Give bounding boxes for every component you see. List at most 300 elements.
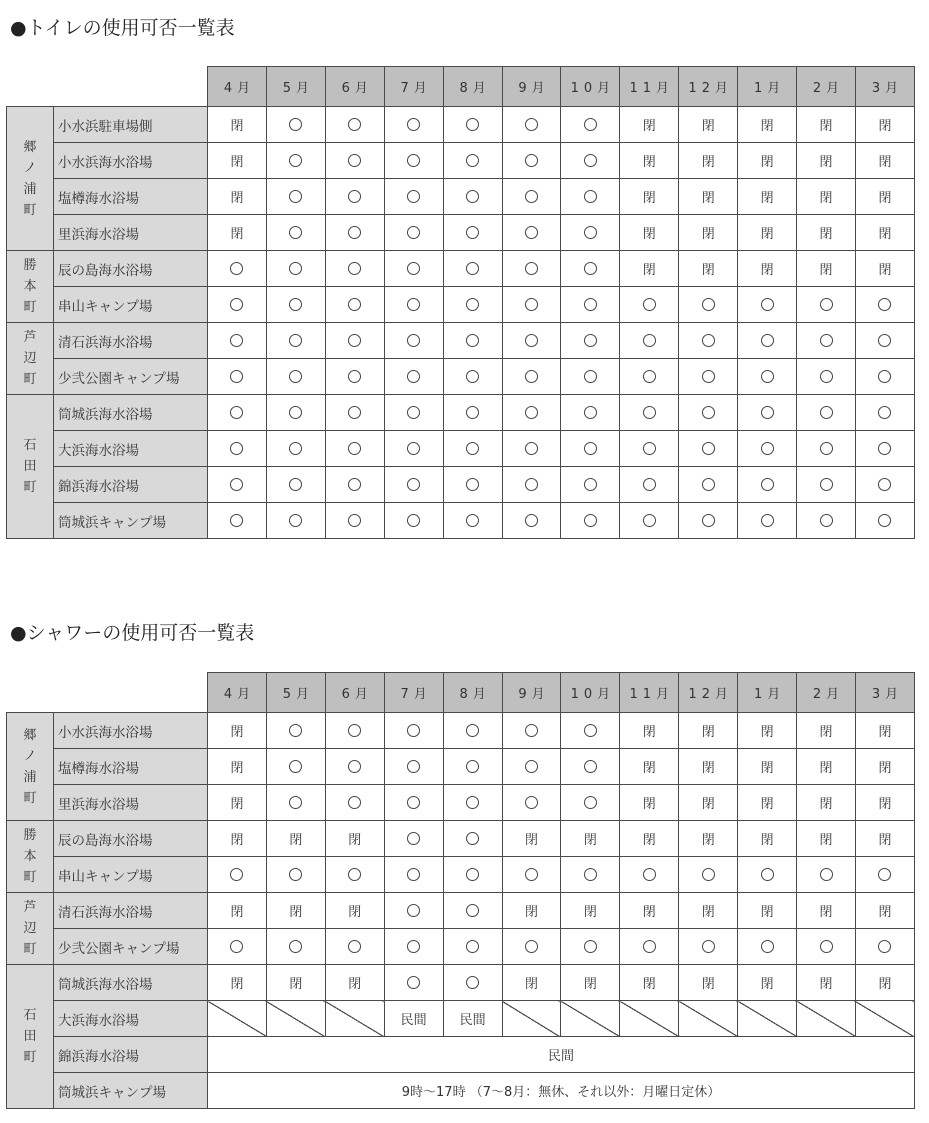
status-open-cell xyxy=(325,431,384,467)
status-closed-cell: 閉 xyxy=(797,821,856,857)
status-closed-cell: 閉 xyxy=(738,785,797,821)
region-char: 田 xyxy=(23,1029,37,1044)
status-closed-cell: 閉 xyxy=(561,821,620,857)
status-open-cell xyxy=(620,431,679,467)
status-open-cell xyxy=(266,467,325,503)
open-circle-icon xyxy=(584,262,597,275)
status-open-cell xyxy=(443,965,502,1001)
open-circle-icon xyxy=(407,832,420,845)
month-header-row xyxy=(7,673,915,713)
month-header: 11月 xyxy=(620,673,679,713)
status-open-cell xyxy=(502,215,561,251)
open-circle-icon xyxy=(761,868,774,881)
status-closed-cell: 閉 xyxy=(679,821,738,857)
place-name: 筒城浜海水浴場 xyxy=(54,965,208,1001)
open-circle-icon xyxy=(407,940,420,953)
status-open-cell xyxy=(502,431,561,467)
status-open-cell xyxy=(443,893,502,929)
status-open-cell xyxy=(266,287,325,323)
status-closed-cell: 閉 xyxy=(502,965,561,1001)
status-open-cell xyxy=(502,143,561,179)
open-circle-icon xyxy=(878,406,891,419)
toilet-availability-table xyxy=(6,66,915,539)
region-char: 石 xyxy=(23,1008,37,1023)
status-open-cell xyxy=(266,179,325,215)
open-circle-icon xyxy=(466,724,479,737)
status-open-cell xyxy=(679,359,738,395)
place-name: 塩樽海水浴場 xyxy=(54,179,208,215)
table-row xyxy=(7,965,915,1001)
open-circle-icon xyxy=(584,796,597,809)
open-circle-icon xyxy=(525,118,538,131)
status-open-cell xyxy=(325,107,384,143)
open-circle-icon xyxy=(407,904,420,917)
status-closed-cell: 閉 xyxy=(620,893,679,929)
status-open-cell xyxy=(325,467,384,503)
open-circle-icon xyxy=(761,406,774,419)
status-open-cell xyxy=(679,323,738,359)
status-open-cell xyxy=(502,395,561,431)
status-closed-cell: 閉 xyxy=(855,749,914,785)
open-circle-icon xyxy=(820,514,833,527)
open-circle-icon xyxy=(289,190,302,203)
region-char: 芦 xyxy=(23,900,37,915)
status-open-cell xyxy=(384,785,443,821)
region-cell xyxy=(7,713,54,821)
place-name: 里浜海水浴場 xyxy=(54,785,208,821)
month-header: 11月 xyxy=(620,67,679,107)
region-char: 勝 xyxy=(23,828,37,843)
not-applicable-cell xyxy=(325,1001,384,1037)
open-circle-icon xyxy=(702,442,715,455)
open-circle-icon xyxy=(643,514,656,527)
place-name: 大浜海水浴場 xyxy=(54,1001,208,1037)
status-open-cell xyxy=(561,107,620,143)
open-circle-icon xyxy=(525,478,538,491)
region-char: 町 xyxy=(23,480,37,495)
status-open-cell xyxy=(679,467,738,503)
table-row xyxy=(7,821,915,857)
open-circle-icon xyxy=(348,370,361,383)
status-open-cell xyxy=(384,323,443,359)
status-closed-cell: 閉 xyxy=(266,821,325,857)
open-circle-icon xyxy=(761,442,774,455)
status-closed-cell: 閉 xyxy=(561,893,620,929)
open-circle-icon xyxy=(348,796,361,809)
status-open-cell xyxy=(738,359,797,395)
status-closed-cell: 閉 xyxy=(679,965,738,1001)
status-closed-cell: 閉 xyxy=(208,713,267,749)
table-row xyxy=(7,467,915,503)
table-row xyxy=(7,1037,915,1073)
header-blank xyxy=(7,673,54,713)
status-closed-cell: 閉 xyxy=(208,821,267,857)
status-open-cell xyxy=(443,179,502,215)
open-circle-icon xyxy=(289,478,302,491)
open-circle-icon xyxy=(466,976,479,989)
status-open-cell xyxy=(443,359,502,395)
region-char: 町 xyxy=(23,870,37,885)
place-name: 少弐公園キャンプ場 xyxy=(54,929,208,965)
open-circle-icon xyxy=(525,724,538,737)
status-open-cell xyxy=(443,431,502,467)
status-open-cell xyxy=(679,287,738,323)
status-closed-cell: 閉 xyxy=(855,965,914,1001)
table-row xyxy=(7,785,915,821)
region-char: ノ xyxy=(23,160,37,176)
status-closed-cell: 閉 xyxy=(738,713,797,749)
status-open-cell xyxy=(620,287,679,323)
open-circle-icon xyxy=(466,190,479,203)
open-circle-icon xyxy=(761,478,774,491)
status-closed-cell: 閉 xyxy=(679,251,738,287)
place-name: 筒城浜海水浴場 xyxy=(54,395,208,431)
status-open-cell xyxy=(384,359,443,395)
place-name: 少弐公園キャンプ場 xyxy=(54,359,208,395)
status-open-cell xyxy=(266,431,325,467)
open-circle-icon xyxy=(230,442,243,455)
status-open-cell xyxy=(266,785,325,821)
open-circle-icon xyxy=(525,190,538,203)
open-circle-icon xyxy=(407,190,420,203)
place-name: 大浜海水浴場 xyxy=(54,431,208,467)
status-closed-cell: 閉 xyxy=(679,749,738,785)
status-closed-cell: 閉 xyxy=(738,893,797,929)
place-name: 小水浜駐車場側 xyxy=(54,107,208,143)
status-open-cell xyxy=(738,857,797,893)
status-open-cell xyxy=(620,929,679,965)
status-closed-cell: 閉 xyxy=(797,251,856,287)
status-closed-cell: 閉 xyxy=(620,785,679,821)
open-circle-icon xyxy=(407,334,420,347)
open-circle-icon xyxy=(584,760,597,773)
status-closed-cell: 閉 xyxy=(738,107,797,143)
open-circle-icon xyxy=(407,796,420,809)
table-row xyxy=(7,929,915,965)
open-circle-icon xyxy=(820,940,833,953)
status-open-cell xyxy=(855,503,914,539)
status-open-cell xyxy=(443,251,502,287)
month-header: 1月 xyxy=(738,673,797,713)
status-open-cell xyxy=(855,431,914,467)
status-closed-cell: 閉 xyxy=(561,965,620,1001)
status-open-cell xyxy=(266,251,325,287)
open-circle-icon xyxy=(525,514,538,527)
status-open-cell xyxy=(502,287,561,323)
status-open-cell xyxy=(561,179,620,215)
not-applicable-cell xyxy=(266,1001,325,1037)
status-open-cell xyxy=(443,143,502,179)
status-open-cell xyxy=(738,287,797,323)
status-open-cell xyxy=(266,323,325,359)
status-closed-cell: 閉 xyxy=(855,107,914,143)
open-circle-icon xyxy=(466,442,479,455)
open-circle-icon xyxy=(584,406,597,419)
place-name: 小水浜海水浴場 xyxy=(54,143,208,179)
status-open-cell xyxy=(797,287,856,323)
open-circle-icon xyxy=(525,760,538,773)
status-closed-cell: 閉 xyxy=(797,785,856,821)
open-circle-icon xyxy=(466,370,479,383)
status-closed-cell: 閉 xyxy=(208,179,267,215)
open-circle-icon xyxy=(289,154,302,167)
status-open-cell xyxy=(502,179,561,215)
status-closed-cell: 閉 xyxy=(325,893,384,929)
status-open-cell xyxy=(797,929,856,965)
open-circle-icon xyxy=(878,478,891,491)
open-circle-icon xyxy=(702,868,715,881)
status-closed-cell: 閉 xyxy=(855,821,914,857)
status-closed-cell: 閉 xyxy=(679,107,738,143)
status-closed-cell: 閉 xyxy=(855,179,914,215)
table-row xyxy=(7,359,915,395)
open-circle-icon xyxy=(348,478,361,491)
status-closed-cell: 閉 xyxy=(855,713,914,749)
place-name: 串山キャンプ場 xyxy=(54,857,208,893)
open-circle-icon xyxy=(466,796,479,809)
region-char: 辺 xyxy=(23,351,37,366)
open-circle-icon xyxy=(820,478,833,491)
status-private-cell: 民間 xyxy=(443,1001,502,1037)
open-circle-icon xyxy=(878,370,891,383)
open-circle-icon xyxy=(348,442,361,455)
status-open-cell xyxy=(502,929,561,965)
status-open-cell xyxy=(443,503,502,539)
open-circle-icon xyxy=(525,406,538,419)
status-open-cell xyxy=(443,929,502,965)
place-name: 筒城浜キャンプ場 xyxy=(54,1073,208,1109)
region-char: 町 xyxy=(23,942,37,957)
status-open-cell xyxy=(208,251,267,287)
status-open-cell xyxy=(443,215,502,251)
status-open-cell xyxy=(502,251,561,287)
region-char: 町 xyxy=(23,790,37,806)
status-open-cell xyxy=(502,857,561,893)
status-open-cell xyxy=(325,857,384,893)
table-row xyxy=(7,857,915,893)
open-circle-icon xyxy=(407,724,420,737)
status-closed-cell: 閉 xyxy=(620,251,679,287)
open-circle-icon xyxy=(407,118,420,131)
region-char: 郷 xyxy=(23,727,37,743)
table-row xyxy=(7,713,915,749)
open-circle-icon xyxy=(289,514,302,527)
region-cell xyxy=(7,965,54,1109)
open-circle-icon xyxy=(584,724,597,737)
status-closed-cell: 閉 xyxy=(266,965,325,1001)
month-header: 7月 xyxy=(384,67,443,107)
open-circle-icon xyxy=(466,868,479,881)
status-open-cell xyxy=(502,359,561,395)
status-open-cell xyxy=(679,503,738,539)
region-cell xyxy=(7,251,54,323)
month-header: 10月 xyxy=(561,673,620,713)
status-closed-cell: 閉 xyxy=(797,143,856,179)
status-closed-cell: 閉 xyxy=(502,893,561,929)
table-row xyxy=(7,503,915,539)
status-open-cell xyxy=(384,107,443,143)
status-open-cell xyxy=(384,467,443,503)
open-circle-icon xyxy=(348,724,361,737)
not-applicable-cell xyxy=(679,1001,738,1037)
month-header: 2月 xyxy=(797,67,856,107)
open-circle-icon xyxy=(230,298,243,311)
open-circle-icon xyxy=(466,478,479,491)
status-closed-cell: 閉 xyxy=(679,143,738,179)
open-circle-icon xyxy=(702,406,715,419)
open-circle-icon xyxy=(643,940,656,953)
open-circle-icon xyxy=(407,298,420,311)
open-circle-icon xyxy=(230,478,243,491)
open-circle-icon xyxy=(348,226,361,239)
status-open-cell xyxy=(797,467,856,503)
status-closed-cell: 閉 xyxy=(855,251,914,287)
month-header: 12月 xyxy=(679,67,738,107)
status-closed-cell: 閉 xyxy=(679,713,738,749)
status-open-cell xyxy=(855,359,914,395)
open-circle-icon xyxy=(348,868,361,881)
place-name: 錦浜海水浴場 xyxy=(54,467,208,503)
open-circle-icon xyxy=(289,226,302,239)
open-circle-icon xyxy=(289,868,302,881)
status-closed-cell: 閉 xyxy=(620,749,679,785)
open-circle-icon xyxy=(289,760,302,773)
shower-availability-table xyxy=(6,672,915,1109)
status-closed-cell: 閉 xyxy=(679,179,738,215)
status-open-cell xyxy=(384,713,443,749)
region-char: 本 xyxy=(23,849,37,864)
open-circle-icon xyxy=(525,262,538,275)
status-open-cell xyxy=(266,143,325,179)
open-circle-icon xyxy=(348,118,361,131)
open-circle-icon xyxy=(878,514,891,527)
merged-note-cell: 民間 xyxy=(208,1037,915,1073)
region-char: 芦 xyxy=(23,330,37,345)
status-open-cell xyxy=(738,323,797,359)
status-open-cell xyxy=(384,215,443,251)
place-name: 清石浜海水浴場 xyxy=(54,893,208,929)
open-circle-icon xyxy=(702,478,715,491)
region-char: 浦 xyxy=(23,769,37,785)
status-open-cell xyxy=(266,215,325,251)
open-circle-icon xyxy=(407,226,420,239)
open-circle-icon xyxy=(407,154,420,167)
status-open-cell xyxy=(855,857,914,893)
status-open-cell xyxy=(561,251,620,287)
open-circle-icon xyxy=(643,406,656,419)
open-circle-icon xyxy=(466,298,479,311)
status-open-cell xyxy=(443,785,502,821)
place-name: 辰の島海水浴場 xyxy=(54,251,208,287)
status-closed-cell: 閉 xyxy=(208,965,267,1001)
table-row xyxy=(7,215,915,251)
header-blank xyxy=(7,67,54,107)
status-open-cell xyxy=(325,713,384,749)
status-closed-cell: 閉 xyxy=(797,749,856,785)
place-name: 串山キャンプ場 xyxy=(54,287,208,323)
month-header: 9月 xyxy=(502,673,561,713)
open-circle-icon xyxy=(643,334,656,347)
table-row xyxy=(7,1073,915,1109)
open-circle-icon xyxy=(643,478,656,491)
status-open-cell xyxy=(738,467,797,503)
status-open-cell xyxy=(443,821,502,857)
open-circle-icon xyxy=(407,370,420,383)
not-applicable-cell xyxy=(502,1001,561,1037)
month-header: 7月 xyxy=(384,673,443,713)
status-open-cell xyxy=(208,929,267,965)
status-open-cell xyxy=(502,749,561,785)
month-header: 10月 xyxy=(561,67,620,107)
region-cell xyxy=(7,821,54,893)
region-char: 浦 xyxy=(23,181,37,197)
region-cell xyxy=(7,893,54,965)
status-closed-cell: 閉 xyxy=(502,821,561,857)
open-circle-icon xyxy=(643,370,656,383)
open-circle-icon xyxy=(525,370,538,383)
table-row xyxy=(7,251,915,287)
status-open-cell xyxy=(797,395,856,431)
status-open-cell xyxy=(384,821,443,857)
open-circle-icon xyxy=(584,298,597,311)
open-circle-icon xyxy=(584,940,597,953)
table-row xyxy=(7,179,915,215)
open-circle-icon xyxy=(820,334,833,347)
open-circle-icon xyxy=(348,190,361,203)
status-open-cell xyxy=(443,857,502,893)
status-open-cell xyxy=(384,179,443,215)
region-char: 勝 xyxy=(23,258,37,273)
status-open-cell xyxy=(502,785,561,821)
table-row xyxy=(7,431,915,467)
status-closed-cell: 閉 xyxy=(208,215,267,251)
status-open-cell xyxy=(443,713,502,749)
open-circle-icon xyxy=(348,154,361,167)
open-circle-icon xyxy=(584,868,597,881)
month-header: 5月 xyxy=(266,673,325,713)
status-open-cell xyxy=(561,431,620,467)
status-open-cell xyxy=(384,251,443,287)
status-closed-cell: 閉 xyxy=(208,785,267,821)
status-open-cell xyxy=(384,143,443,179)
status-open-cell xyxy=(561,749,620,785)
status-open-cell xyxy=(679,431,738,467)
open-circle-icon xyxy=(702,514,715,527)
open-circle-icon xyxy=(761,370,774,383)
open-circle-icon xyxy=(820,370,833,383)
open-circle-icon xyxy=(466,262,479,275)
status-open-cell xyxy=(502,107,561,143)
status-closed-cell: 閉 xyxy=(797,215,856,251)
open-circle-icon xyxy=(525,334,538,347)
open-circle-icon xyxy=(289,724,302,737)
status-open-cell xyxy=(325,287,384,323)
open-circle-icon xyxy=(584,226,597,239)
status-open-cell xyxy=(208,359,267,395)
region-char: 町 xyxy=(23,202,37,218)
status-open-cell xyxy=(266,713,325,749)
place-name: 清石浜海水浴場 xyxy=(54,323,208,359)
status-open-cell xyxy=(384,287,443,323)
region-char: ノ xyxy=(23,748,37,764)
status-open-cell xyxy=(208,503,267,539)
status-closed-cell: 閉 xyxy=(266,893,325,929)
status-closed-cell: 閉 xyxy=(620,713,679,749)
status-open-cell xyxy=(325,215,384,251)
status-open-cell xyxy=(384,503,443,539)
table-row xyxy=(7,143,915,179)
status-open-cell xyxy=(620,359,679,395)
